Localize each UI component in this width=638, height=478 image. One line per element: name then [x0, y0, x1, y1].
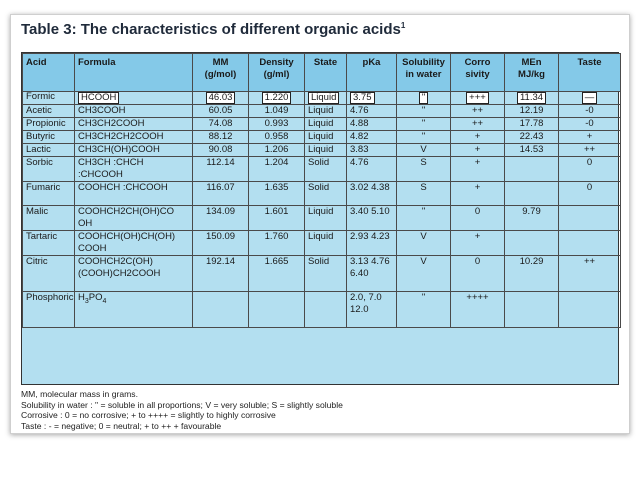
table-cell: COOHCH2CH(OH)CO OH [75, 206, 193, 231]
table-notes [21, 389, 343, 431]
table-cell: " [397, 92, 451, 105]
table-cell: 12.19 [505, 105, 559, 118]
table-cell: CH3COOH [75, 105, 193, 118]
column-header: MM (g/mol) [193, 54, 249, 92]
table-cell: 88.12 [193, 131, 249, 144]
header-row [23, 54, 621, 92]
table-cell: 192.14 [193, 256, 249, 292]
table-cell [505, 231, 559, 256]
table-cell: Butyric [23, 131, 75, 144]
table-cell: 1.220 [249, 92, 305, 105]
table-cell: -0 [559, 118, 621, 131]
table-cell: Solid [305, 157, 347, 182]
table-cell: " [397, 105, 451, 118]
table-cell: Lactic [23, 144, 75, 157]
table-cell: Sorbic [23, 157, 75, 182]
column-header: Solubility in water [397, 54, 451, 92]
table-cell: 1.665 [249, 256, 305, 292]
table-row [23, 206, 621, 231]
table-cell: ++ [451, 105, 505, 118]
table-row [23, 144, 621, 157]
table-cell: 60.05 [193, 105, 249, 118]
table-cell: CH3CH :CHCH :CHCOOH [75, 157, 193, 182]
table-row [23, 182, 621, 206]
note-line: Corrosive : 0 = no corrosive; + to ++++ = slightly to highly corrosive [21, 410, 276, 420]
table-cell: V [397, 256, 451, 292]
table-header [23, 54, 621, 92]
table-cell: CH3CH(OH)COOH [75, 144, 193, 157]
column-header: Density (g/ml) [249, 54, 305, 92]
table-cell: COOHCH(OH)CH(OH) COOH [75, 231, 193, 256]
table-cell: CH3CH2COOH [75, 118, 193, 131]
table-cell [505, 292, 559, 328]
table-cell: Formic [23, 92, 75, 105]
table-row [23, 92, 621, 105]
table-cell: 0 [451, 256, 505, 292]
table-cell: ++ [451, 118, 505, 131]
table-cell: COOHCH :CHCOOH [75, 182, 193, 206]
table-container [21, 52, 619, 385]
table-cell: 0 [559, 157, 621, 182]
table-cell: 4.82 [347, 131, 397, 144]
table-cell: 1.204 [249, 157, 305, 182]
column-header: Corro sivity [451, 54, 505, 92]
table-cell: HCOOH [75, 92, 193, 105]
table-cell: CH3CH2CH2COOH [75, 131, 193, 144]
table-cell: " [397, 118, 451, 131]
table-cell: Liquid [305, 206, 347, 231]
table-cell: 22.43 [505, 131, 559, 144]
table-cell: + [451, 182, 505, 206]
table-cell: 14.53 [505, 144, 559, 157]
table-cell: 1.635 [249, 182, 305, 206]
table-cell [249, 292, 305, 328]
table-cell: 112.14 [193, 157, 249, 182]
table-cell: Liquid [305, 118, 347, 131]
table-cell: + [559, 131, 621, 144]
slide [10, 14, 630, 434]
table-cell: Solid [305, 182, 347, 206]
column-header: pKa [347, 54, 397, 92]
table-cell: " [397, 292, 451, 328]
table-cell: 0.993 [249, 118, 305, 131]
table-cell: 90.08 [193, 144, 249, 157]
table-cell: 2.93 4.23 [347, 231, 397, 256]
table-cell [559, 292, 621, 328]
table-cell: 1.760 [249, 231, 305, 256]
table-cell [559, 231, 621, 256]
table-cell: 116.07 [193, 182, 249, 206]
column-header: Formula [75, 54, 193, 92]
table-cell: 46.03 [193, 92, 249, 105]
table-cell: + [451, 131, 505, 144]
table-cell: 0 [451, 206, 505, 231]
table-cell [305, 292, 347, 328]
table-cell: 4.76 [347, 157, 397, 182]
table-cell: Tartaric [23, 231, 75, 256]
table-cell: Fumaric [23, 182, 75, 206]
table-cell: ++++ [451, 292, 505, 328]
table-cell: ++ [559, 256, 621, 292]
table-cell: Solid [305, 256, 347, 292]
table-cell: Liquid [305, 105, 347, 118]
table-cell: 3.83 [347, 144, 397, 157]
table-cell: 3.02 4.38 [347, 182, 397, 206]
table-cell: V [397, 144, 451, 157]
table-cell: 74.08 [193, 118, 249, 131]
table-cell: + [451, 231, 505, 256]
table-cell: 0 [559, 182, 621, 206]
table-cell: 3.40 5.10 [347, 206, 397, 231]
table-cell: 4.88 [347, 118, 397, 131]
table-cell: 0.958 [249, 131, 305, 144]
table-cell: 17.78 [505, 118, 559, 131]
note-line: Solubility in water : " = soluble in all proportions; V = very soluble; S = slightly soluble [21, 399, 343, 410]
table-cell: Propionic [23, 118, 75, 131]
table-cell: ++ [559, 144, 621, 157]
table-cell: -0 [559, 105, 621, 118]
table-body [23, 92, 621, 328]
table-cell: Liquid [305, 131, 347, 144]
table-cell: Liquid [305, 144, 347, 157]
table-cell: 1.206 [249, 144, 305, 157]
table-cell: Liquid [305, 231, 347, 256]
acids-table [22, 53, 621, 328]
note-line: MM, molecular mass in grams. [21, 389, 138, 399]
table-cell: — [559, 92, 621, 105]
table-cell: Phosphoric [23, 292, 75, 328]
table-cell: Malic [23, 206, 75, 231]
table-cell: Acetic [23, 105, 75, 118]
table-cell: 134.09 [193, 206, 249, 231]
table-row [23, 118, 621, 131]
table-cell: +++ [451, 92, 505, 105]
note-line: Taste : - = negative; 0 = neutral; + to ++ + favourable [21, 420, 222, 431]
table-cell: Citric [23, 256, 75, 292]
table-cell: 11.34 [505, 92, 559, 105]
table-cell: S [397, 157, 451, 182]
table-cell: 2.0, 7.0 12.0 [347, 292, 397, 328]
table-row [23, 157, 621, 182]
table-cell: " [397, 206, 451, 231]
table-cell: 3.75 [347, 92, 397, 105]
table-cell: Liquid [305, 92, 347, 105]
table-cell: + [451, 157, 505, 182]
table-cell: 3.13 4.76 6.40 [347, 256, 397, 292]
table-cell [559, 206, 621, 231]
table-cell: 10.29 [505, 256, 559, 292]
column-header: MEn MJ/kg [505, 54, 559, 92]
table-cell: V [397, 231, 451, 256]
table-cell [505, 157, 559, 182]
table-cell: + [451, 144, 505, 157]
table-title [21, 21, 405, 38]
table-row [23, 131, 621, 144]
column-header: Acid [23, 54, 75, 92]
table-row [23, 231, 621, 256]
table-cell: 150.09 [193, 231, 249, 256]
column-header: State [305, 54, 347, 92]
column-header: Taste [559, 54, 621, 92]
table-cell: 1.601 [249, 206, 305, 231]
table-cell: $H_3PO_4$ [75, 292, 193, 328]
table-cell: S [397, 182, 451, 206]
table-cell: " [397, 131, 451, 144]
title-footnote-mark: 1 [400, 21, 406, 30]
table-row [23, 256, 621, 292]
table-cell: COOHCH2C(OH) (COOH)CH2COOH [75, 256, 193, 292]
table-cell: 4.76 [347, 105, 397, 118]
table-cell: 9.79 [505, 206, 559, 231]
table-row [23, 292, 621, 328]
table-cell [193, 292, 249, 328]
table-cell [505, 182, 559, 206]
table-cell: 1.049 [249, 105, 305, 118]
table-title-text: Table 3: The characteristics of different organic acids [21, 21, 401, 38]
table-row [23, 105, 621, 118]
